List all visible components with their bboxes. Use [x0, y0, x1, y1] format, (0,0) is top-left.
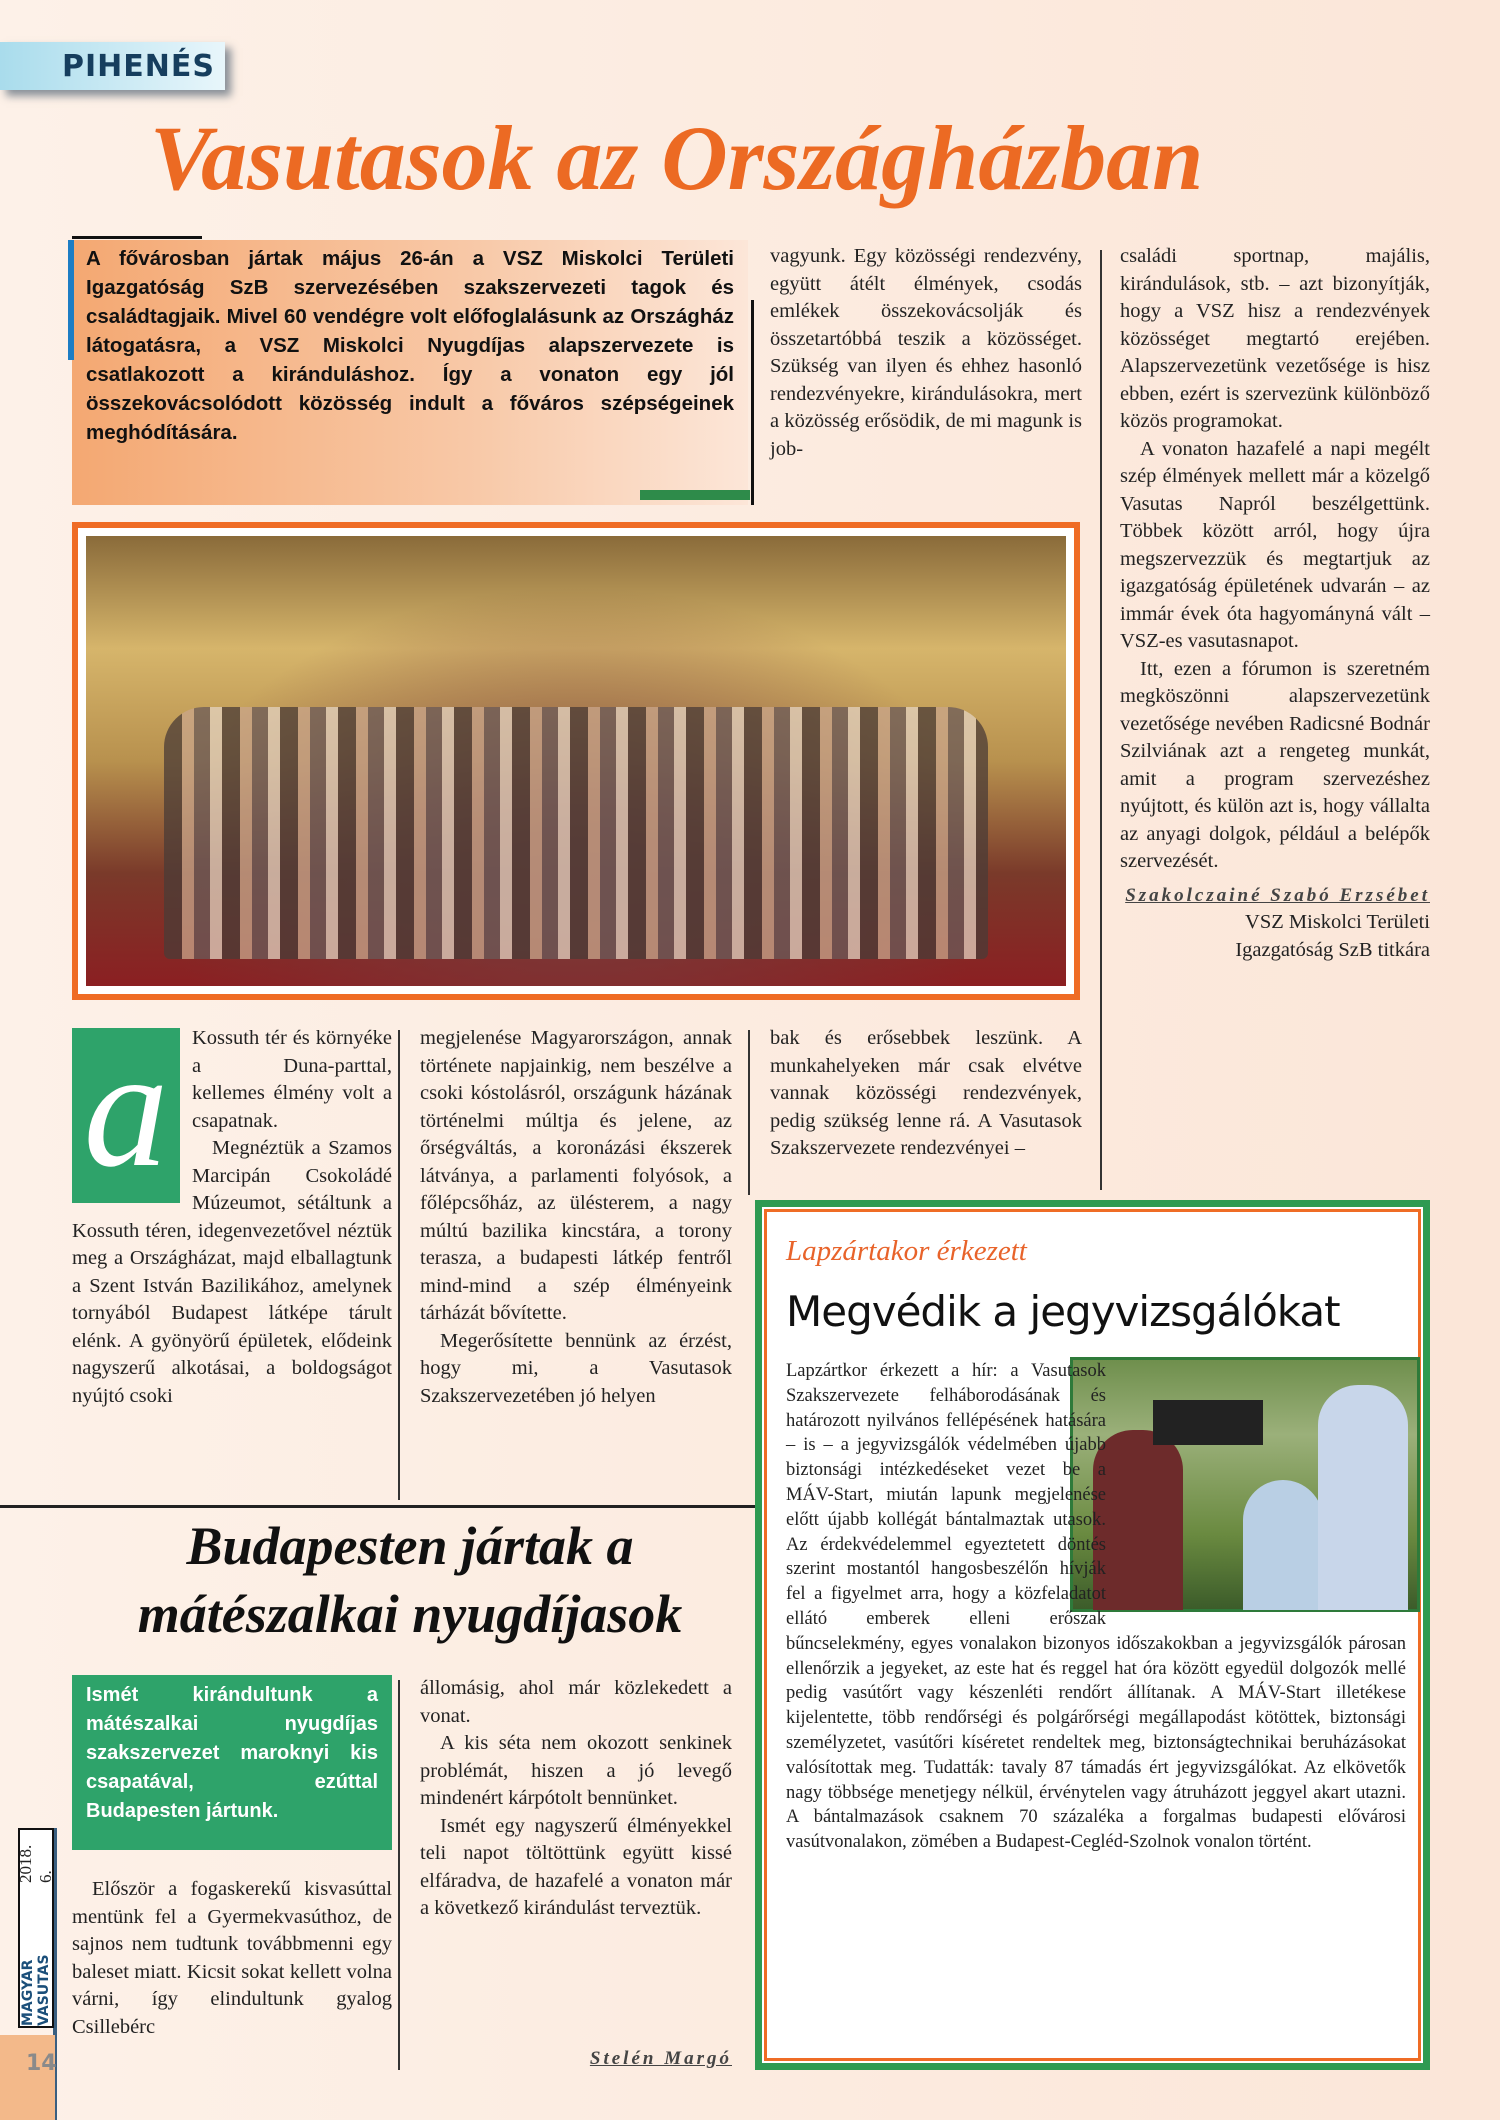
magazine-issue-label	[18, 1828, 54, 2028]
drop-cap: a	[72, 1028, 180, 1203]
article2-lead: Ismét kirándultunk a mátészalkai nyugdíjas szakszervezet maroknyi kis csapatával, ezúttal Budapesten jártunk.	[72, 1675, 392, 1850]
article-column	[420, 1675, 732, 1923]
paragraph: állomásig, ahol már közlekedett a vonat.	[420, 1677, 732, 1727]
article-lead: A fővárosban jártak május 26-án a VSZ Miskolci Területi Igazgatóság SzB szervezésében szakszervezeti tagok és családtagjaik. Mivel 60 vendégre volt előfoglalásunk az Országház látogatásra, a VSZ Miskolci Nyugdíjas alapszervezete is csatlakozott a kiránduláshoz. Így a vonaton egy jól összekovácsolódott közösség indult a főváros szépségeinek meghódítására.	[72, 240, 748, 505]
group-photo-parliament	[72, 522, 1080, 1000]
paragraph: Először a fogaskerekű kisvasúttal mentünk fel a Gyermekvasúthoz, de sajnos nem tudtunk továbbmenni egy baleset miatt. Kicsit sokat kellett volna várni, így elindultunk gyalog Csillebérc	[72, 1878, 392, 2038]
paragraph: vagyunk. Egy közösségi rendezvény, együtt átélt élmények, csodás emlékek összekovácsolják és összetartóbbá teszik a közösséget. Szükség van ilyen és ehhez hasonló rendezvényekre, kirándulásokra, mert a közösség erősödik, de mi magunk is job-	[770, 245, 1082, 460]
article-column	[420, 1025, 732, 1410]
photo-image	[86, 536, 1066, 986]
author-name: Szakolczainé Szabó Erzsébet	[1125, 884, 1430, 906]
section-tab: PIHENÉS	[0, 42, 225, 90]
paragraph: Kossuth tér és környéke a Duna-parttal, kellemes élmény volt a csapatnak.	[192, 1027, 392, 1132]
paragraph: Megerősítette bennünk az érzést, hogy mi, a Vasutasok Szakszervezetében jó helyen	[420, 1329, 732, 1407]
news-body	[786, 1359, 1406, 1855]
photo-spacer	[1116, 1359, 1406, 1617]
column-rule	[398, 1680, 400, 2070]
dropcap-spacer	[72, 1025, 192, 1203]
divider	[640, 490, 750, 500]
page-number: 14	[0, 2035, 55, 2120]
article-column	[770, 1025, 1082, 1163]
author-role: VSZ Miskolci Területi	[1245, 911, 1430, 933]
author-role: Igazgatóság SzB titkára	[1235, 938, 1430, 961]
photo-people	[164, 707, 987, 959]
paragraph: családi sportnap, majális, kirándulások, stb. – azt bizonyítják, hogy a VSZ hisz a rendezvények közösséget megtartó erejében. Alapszervezetünk vezetősége is hisz ebben, ezért is szervezünk különböző közös programokat.	[1120, 245, 1430, 432]
author-name: Stelén Margó	[589, 2048, 732, 2069]
article-column	[72, 1025, 392, 1410]
paragraph: Itt, ezen a fórumon is szeretném megköszönni alapszervezetünk vezetősége nevében Radicsné Bodnár Szilviának azt a rengeteg munkát, amit a program szervezéshez nyújtott, és külön azt is, hogy vállalta az anyagi dolgok, például a belépők szervezését.	[1120, 657, 1430, 872]
author-signature	[420, 2048, 732, 2070]
column-rule	[398, 1030, 400, 1500]
paragraph: Megnéztük a Szamos Marcipán Csokoládé Múzeumot, sétáltunk a Kossuth téren, idegenvezetővel néztük meg a Országházat, majd elballagtunk a Szent István Bazilikához, amelynek tornyából Budapest látképe tárult elénk. A gyönyörű épületek, elődeink nagyszerű alkotásai, a boldogságot nyújtó csoki	[72, 1137, 392, 1407]
paragraph: megjelenése Magyarországon, annak története napjainkig, nem beszélve a csoki kóstolásról, országunk házának történelmi múltja és jelene, az őrségváltás, a koronázási ékszerek látványa, a parlamenti folyósok, a főlépcsőház, az ülésterem, a nagy múltú bazilika kincstára, a torony terasza, a budapesti látkép fentről mind-mind a szép élményeink tárházát bővítette.	[420, 1027, 732, 1324]
news-box	[755, 1200, 1430, 2070]
issue-number: 2018. 6.	[16, 1844, 55, 1883]
paragraph: A kis séta nem okozott senkinek problémát, hiszen a jó levegő mindenért kárpótolt bennünket.	[420, 1732, 732, 1809]
news-title: Megvédik a jegyvizsgálókat	[786, 1287, 1340, 1336]
article2-title: Budapesten jártak a mátészalkai nyugdíjasok	[137, 1516, 683, 1644]
article-column	[72, 1876, 392, 2041]
article-column	[1120, 243, 1430, 964]
paragraph: bak és erősebbek leszünk. A munkahelyeken már csak elvétve vannak közösségi rendezvények, pedig szükség lenne rá. A Vasutasok Szakszervezete rendezvényei –	[770, 1027, 1082, 1159]
news-kicker: Lapzártakor érkezett	[786, 1235, 1027, 1267]
column-rule	[748, 1030, 750, 1195]
article-column	[770, 243, 1082, 463]
author-signature	[1120, 882, 1430, 910]
column-rule	[1100, 250, 1102, 1190]
paragraph: A vonaton hazafelé a napi megélt szép élmények mellett már a közelgő Vasutas Napról beszélgettünk. Többek között arról, hogy újra megszervezzük és megtartjuk az igazgatóság épületének udvarán – az immár évek óta hagyományná vált – VSZ-es vasutasnapot.	[1120, 437, 1430, 652]
divider	[72, 236, 202, 239]
magazine-name: MAGYAR VASUTAS	[20, 1954, 52, 2026]
article-title: Vasutasok az Országházban	[150, 107, 1204, 209]
article-divider	[0, 1505, 755, 1508]
paragraph: Ismét egy nagyszerű élményekkel teli napot töltöttünk együtt kissé elfáradva, de hazafelé a vonaton már a következő kirándulást terveztük.	[420, 1814, 732, 1919]
news-text: Lapzártkor érkezett a hír: a Vasutasok Szakszervezete felháborodásának és határozott nyilvános fellépésének hatására – is – a jegyvizsgálók védelmében újabb biztonsági intézkedéseket vezet be a MÁV-Start, miután lapunk megjelenése előtt újabb kollégát bántalmaztak utasok. Az érdekvédelemmel egyeztetett döntés szerint mostantól hangosbeszélőn hívják fel a figyelmet arra, hogy a közfeladatot ellátó emberek elleni erőszak bűncselekmény, egyes vonalakon bizonyos időszakokban a jegyvizsgálók párosan ellenőrzik a jegyeket, az este hat és reggel hat óra között egyedül dolgozók mellé pedig vasútőrt vagy készenléti rendőrt állítanak. A MÁV-Start illetékese kijelentette, több rendőrségi és polgárőrségi megállapodást kötöttek, biztonsági személyzetet, vasútőri kíséretet rendeltek meg, biztonságtechnikai beruházásokat valósítottak meg. Tudatták: tavaly 87 támadás ért jegyvizsgálókat. Az elkövetők nagy többsége menetjegy nélkül, érvénytelen vagy átruházott jeggyel akart utazni. A bántalmazások csaknem 70 százaléka a forgalmas budapesti elővárosi vasútvonalakon, zömében a Budapest-Cegléd-Szolnok vonalon történt.	[786, 1361, 1406, 1853]
